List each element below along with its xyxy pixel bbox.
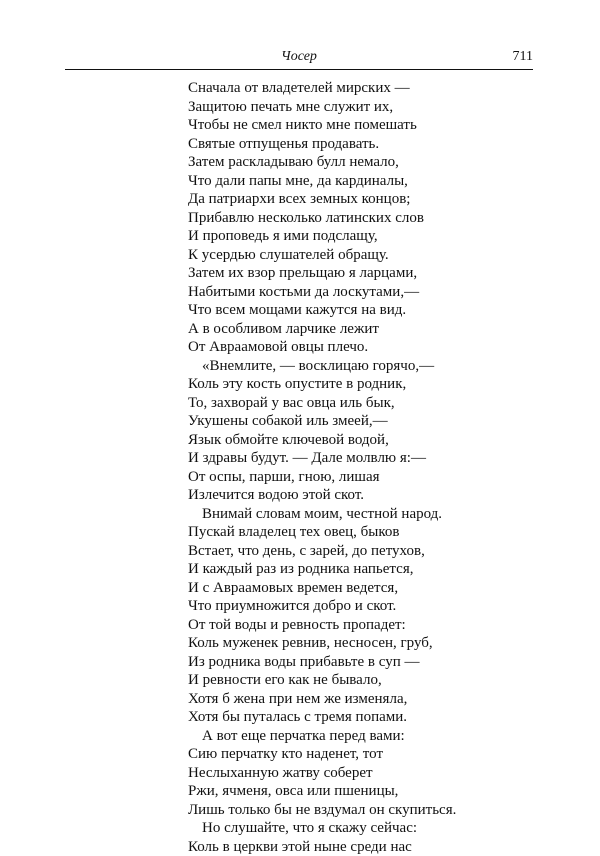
- verse-line: Что всем мощами кажутся на вид.: [188, 301, 533, 320]
- verse-line: А в особливом ларчике лежит: [188, 320, 533, 339]
- verse-line: И каждый раз из родника напьется,: [188, 560, 533, 579]
- verse-line: Сию перчатку кто наденет, тот: [188, 745, 533, 764]
- verse-line: Защитою печать мне служит их,: [188, 98, 533, 117]
- verse-line: Лишь только бы не вздумал он скупиться.: [188, 801, 533, 820]
- verse-line: Сначала от владетелей мирских —: [188, 79, 533, 98]
- verse-line: Из родника воды прибавьте в суп —: [188, 653, 533, 672]
- verse-line: От той воды и ревность пропадет:: [188, 616, 533, 635]
- verse-line: И проповедь я ими подслащу,: [188, 227, 533, 246]
- verse-line: Встает, что день, с зарей, до петухов,: [188, 542, 533, 561]
- verse-line: Укушены собакой иль змеей,—: [188, 412, 533, 431]
- verse-line: Чтобы не смел никто мне помешать: [188, 116, 533, 135]
- verse-line: Пускай владелец тех овец, быков: [188, 523, 533, 542]
- verse-line: То, захворай у вас овца иль бык,: [188, 394, 533, 413]
- verse-line: Что дали папы мне, да кардиналы,: [188, 172, 533, 191]
- verse-line: К усердью слушателей обращу.: [188, 246, 533, 265]
- verse-line: А вот еще перчатка перед вами:: [188, 727, 533, 746]
- verse-line: Да патриархи всех земных концов;: [188, 190, 533, 209]
- verse-line: От Авраамовой овцы плечо.: [188, 338, 533, 357]
- verse-line: От оспы, парши, гною, лишая: [188, 468, 533, 487]
- verse-line: Набитыми костьми да лоскутами,—: [188, 283, 533, 302]
- verse-line: Коль в церкви этой ныне среди нас: [188, 838, 533, 856]
- verse-line: Неслыханную жатву соберет: [188, 764, 533, 783]
- poem-text: [188, 79, 533, 856]
- verse-line: Хотя б жена при нем же изменяла,: [188, 690, 533, 709]
- verse-line: Святые отпущенья продавать.: [188, 135, 533, 154]
- page-number: 711: [513, 47, 533, 67]
- verse-line: Коль эту кость опустите в родник,: [188, 375, 533, 394]
- header-rule: [65, 69, 533, 70]
- verse-line: Ржи, ячменя, овса или пшеницы,: [188, 782, 533, 801]
- verse-line: Прибавлю несколько латинских слов: [188, 209, 533, 228]
- verse-line: Внимай словам моим, честной народ.: [188, 505, 533, 524]
- verse-line: И с Авраамовых времен ведется,: [188, 579, 533, 598]
- verse-line: Коль муженек ревнив, несносен, груб,: [188, 634, 533, 653]
- running-title: Чосер: [65, 47, 533, 67]
- verse-line: Затем раскладываю булл немало,: [188, 153, 533, 172]
- verse-line: И ревности его как не бывало,: [188, 671, 533, 690]
- verse-line: Что приумножится добро и скот.: [188, 597, 533, 616]
- verse-line: Затем их взор прельщаю я ларцами,: [188, 264, 533, 283]
- verse-line: Но слушайте, что я скажу сейчас:: [188, 819, 533, 838]
- verse-line: Язык обмойте ключевой водой,: [188, 431, 533, 450]
- verse-line: «Внемлите, — восклицаю горячо,—: [188, 357, 533, 376]
- verse-line: Излечится водою этой скот.: [188, 486, 533, 505]
- verse-line: Хотя бы путалась с тремя попами.: [188, 708, 533, 727]
- verse-line: И здравы будут. — Дале молвлю я:—: [188, 449, 533, 468]
- running-head: [65, 47, 533, 69]
